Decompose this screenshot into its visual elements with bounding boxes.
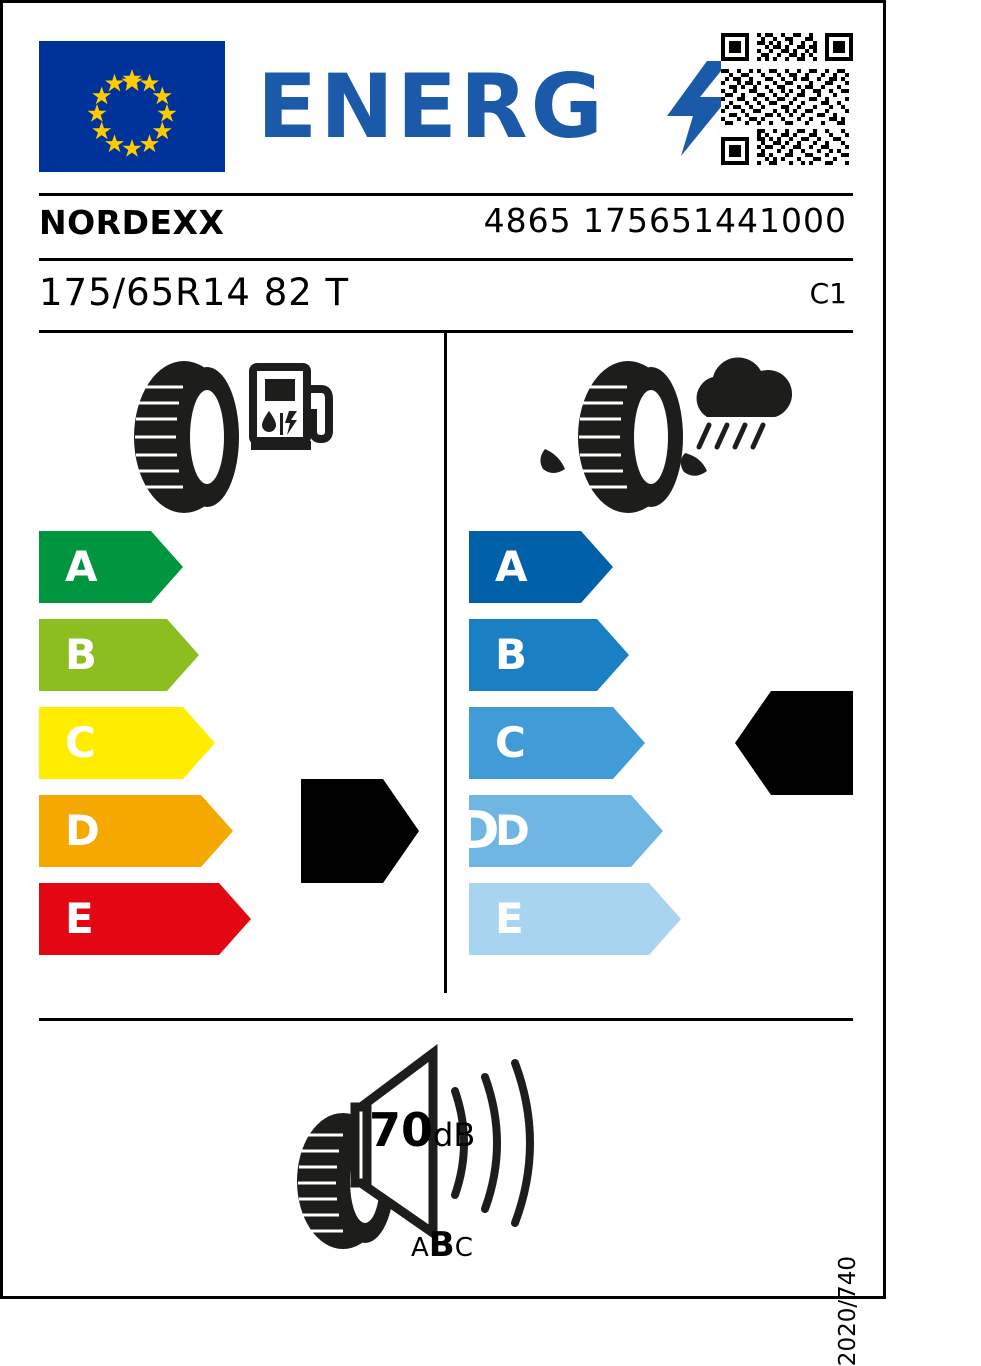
fuel-grade-b — [39, 619, 199, 691]
fuel-grade-d-label: D — [65, 806, 100, 855]
noise-class-a: A — [411, 1233, 429, 1263]
regulation-reference: 2020/740 — [835, 1256, 861, 1366]
tyre-size: 175/65R14 82 T — [39, 271, 350, 314]
noise-class-b-selected: B — [428, 1225, 455, 1265]
tyre-icon-fuel — [134, 361, 239, 513]
divider-top — [39, 193, 853, 196]
tyre-class: C1 — [809, 277, 847, 310]
fuel-grade-d — [39, 795, 233, 867]
fuel-grade-c-label: C — [65, 718, 96, 767]
fuel-result-badge — [301, 779, 500, 883]
wet-grade-c — [469, 707, 645, 779]
divider-brand — [39, 258, 853, 261]
energ-title: ENERG — [257, 55, 606, 158]
divider-noise — [39, 1018, 853, 1021]
supplier-code: 4865 175651441000 — [483, 201, 847, 240]
wet-result-label: C — [902, 713, 942, 773]
noise-value — [369, 1103, 475, 1157]
wet-grade-e — [469, 883, 681, 955]
grade-row-c — [3, 707, 942, 795]
noise-class-c: C — [454, 1233, 473, 1263]
wet-grade-c-label: C — [495, 718, 526, 767]
grade-row-d — [3, 795, 889, 883]
tyre-icon-wet — [540, 361, 707, 513]
brand-name: NORDEXX — [39, 203, 225, 242]
fuel-pump-icon — [251, 367, 329, 450]
grade-row-a — [3, 531, 889, 619]
wet-grade-b — [469, 619, 629, 691]
fuel-grade-e — [39, 883, 251, 955]
eu-flag-icon — [39, 41, 225, 172]
noise-class-scale — [411, 1225, 473, 1265]
wet-grade-d-label: D — [495, 806, 530, 855]
wet-grade-b-label: B — [495, 630, 528, 679]
wet-grade-a-label: A — [495, 542, 528, 591]
fuel-grade-a-label: A — [65, 542, 98, 591]
wet-grade-e-label: E — [495, 894, 524, 943]
wet-result-badge — [735, 691, 942, 795]
grade-scales — [3, 531, 942, 971]
wet-grade-a — [469, 531, 613, 603]
noise-value-number: 70 — [369, 1103, 434, 1157]
fuel-grade-a — [39, 531, 183, 603]
rain-cloud-icon — [697, 357, 792, 447]
fuel-result-label: D — [456, 801, 500, 861]
fuel-grade-e-label: E — [65, 894, 94, 943]
qr-code-icon — [721, 33, 853, 165]
fuel-grade-c — [39, 707, 215, 779]
grade-row-e — [3, 883, 889, 971]
fuel-grade-b-label: B — [65, 630, 98, 679]
noise-unit: dB — [433, 1116, 476, 1154]
label-header — [39, 33, 853, 173]
pictogram-row — [3, 351, 889, 526]
